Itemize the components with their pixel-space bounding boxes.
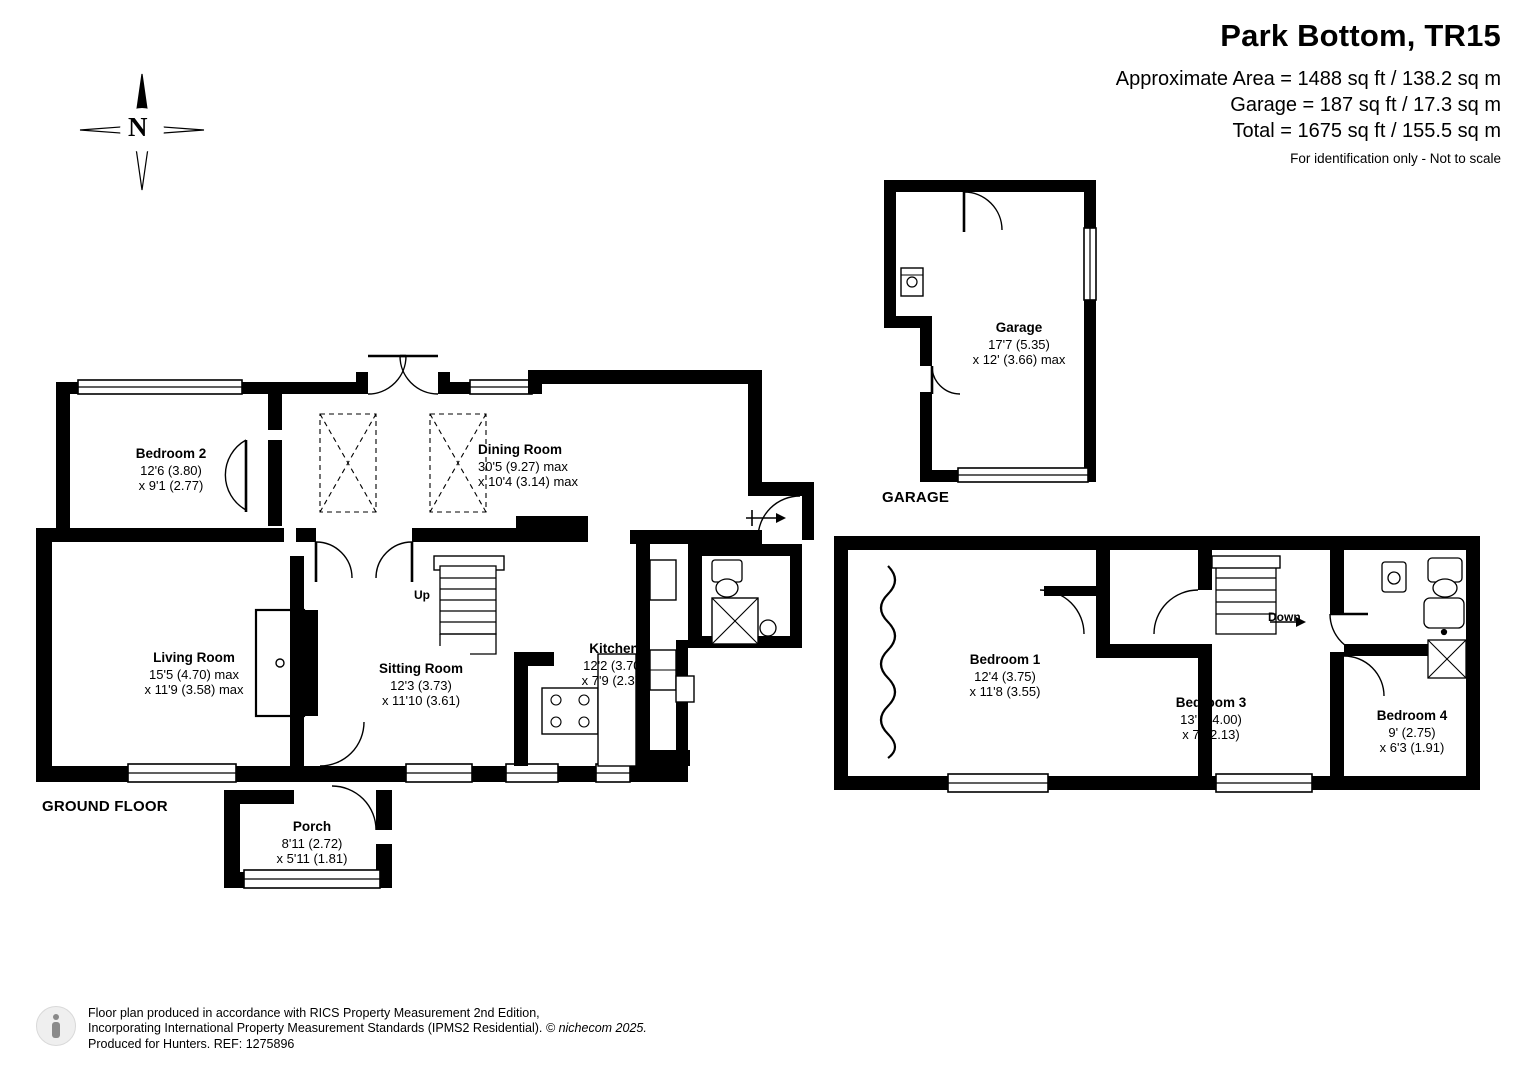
area-line-approximate: Approximate Area = 1488 sq ft / 138.2 sq m (1115, 68, 1501, 90)
room-label-bedroom-2: Bedroom 2 12'6 (3.80) x 9'1 (2.77) (135, 446, 207, 493)
room-label-bedroom-3: Bedroom 3 13'1 (4.00) x 7' (2.13) (1175, 695, 1247, 742)
footer-line-1: Floor plan produced in accordance with RICS Property Measurement 2nd Edition, (88, 1005, 540, 1020)
identification-disclaimer: For identification only - Not to scale (1290, 151, 1501, 166)
compass-north-label: N (128, 112, 148, 142)
room-label-dining-room: Dining Room 30'5 (9.27) max x 10'4 (3.14) max (478, 442, 579, 489)
room-label-porch: Porch 8'11 (2.72) x 5'11 (1.81) (276, 819, 348, 866)
room-label-bedroom-4: Bedroom 4 9' (2.75) x 6'3 (1.91) (1376, 708, 1448, 755)
footer-line-2: Incorporating International Property Measurement Standards (IPMS2 Residential). (88, 1021, 543, 1035)
room-label-sitting-room: Sitting Room 12'3 (3.73) x 11'10 (3.61) (379, 661, 463, 708)
area-line-total: Total = 1675 sq ft / 155.5 sq m (1232, 120, 1501, 142)
accessibility-icon (36, 1006, 76, 1046)
room-label-kitchen: Kitchen 12'2 (3.70) x 7'9 (2.37) (581, 641, 647, 688)
area-line-garage: Garage = 187 sq ft / 17.3 sq m (1230, 94, 1501, 116)
room-label-living-room: Living Room 15'5 (4.70) max x 11'9 (3.58) max (144, 650, 244, 697)
footer (36, 1006, 647, 1053)
room-label-garage: Garage 17'7 (5.35) x 12' (3.66) max (972, 320, 1066, 367)
footer-line-3: Produced for Hunters. REF: 1275896 (88, 1036, 295, 1051)
floor-label-ground: GROUND FLOOR (42, 798, 168, 815)
room-label-bedroom-1: Bedroom 1 12'4 (3.75) x 11'8 (3.55) (969, 652, 1041, 699)
footer-copyright: © nichecom 2025. (545, 1021, 647, 1035)
stairs-down-label: Down (1268, 610, 1301, 624)
floor-label-garage: GARAGE (882, 489, 950, 506)
stairs-up-label: Up (414, 588, 430, 602)
page-title: Park Bottom, TR15 (1220, 18, 1501, 53)
